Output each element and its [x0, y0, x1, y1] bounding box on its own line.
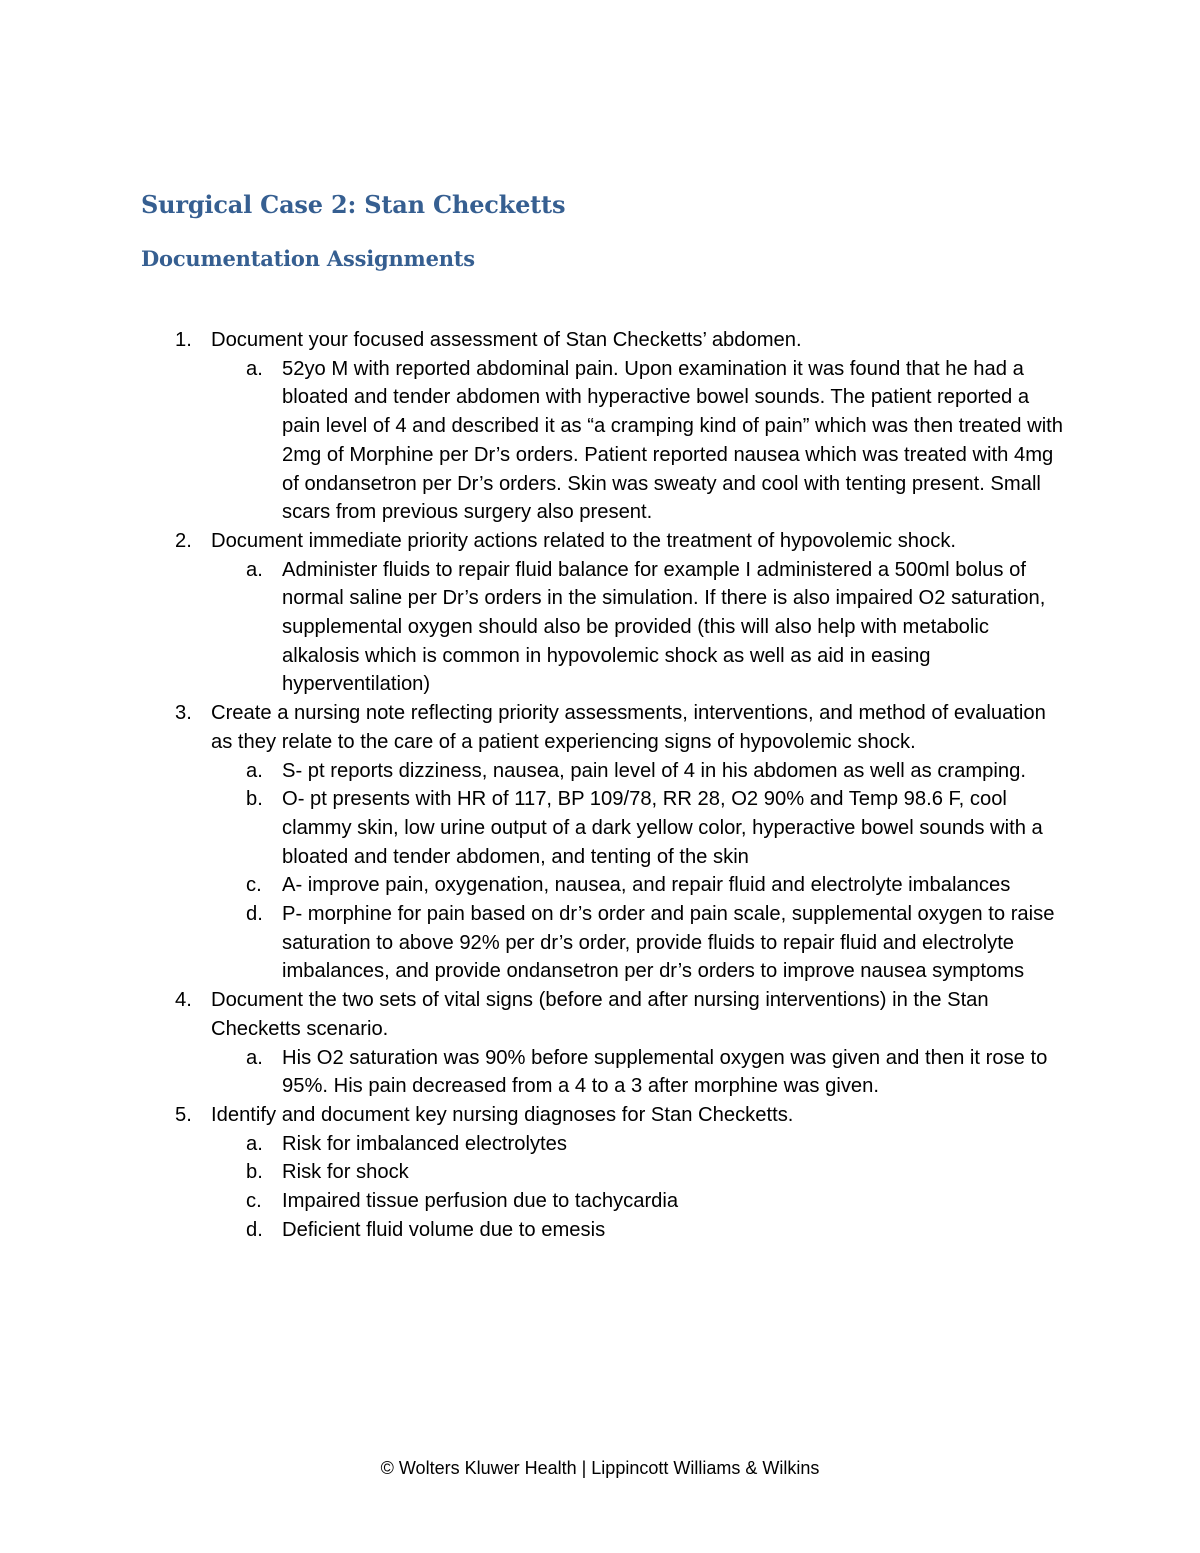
section-heading: Documentation Assignments — [141, 246, 475, 271]
sub-item-text: Risk for shock — [282, 1161, 409, 1184]
assignment-list — [0, 326, 1200, 1245]
item-text: Document immediate priority actions related to the treatment of hypovolemic shock. — [211, 529, 957, 552]
sub-list-item — [0, 757, 1066, 786]
list-item — [0, 699, 1066, 756]
item-number: 3. — [175, 702, 192, 725]
sub-item-letter: d. — [246, 1218, 263, 1241]
sub-item-letter: a. — [246, 1046, 263, 1069]
sub-list-item — [0, 355, 1066, 527]
sub-item-text: Administer fluids to repair fluid balance for example I administered a 500ml bolus of normal saline per Dr’s orders in the simulation. If there is also impaired O2 saturation, supplemental oxygen should also be provided (this will also help with metabolic alkalosis which is common in hypovolemic shock as well as aid in easing hyperventilation) — [282, 558, 1046, 696]
sub-list-item — [0, 1044, 1066, 1101]
sub-list-item — [0, 900, 1066, 986]
item-text: Document the two sets of vital signs (before and after nursing interventions) in the Stan Checketts scenario. — [211, 989, 989, 1040]
sub-list-item — [0, 1216, 1066, 1245]
sub-item-letter: c. — [246, 874, 262, 897]
list-item — [0, 326, 1066, 355]
sub-item-letter: b. — [246, 1161, 263, 1184]
sub-list-item — [0, 556, 1066, 700]
page-title: Surgical Case 2: Stan Checketts — [141, 190, 566, 219]
item-number: 1. — [175, 329, 192, 351]
list-item — [0, 527, 1066, 556]
sub-list-item — [0, 871, 1066, 900]
sub-item-letter: d. — [246, 903, 263, 926]
sub-item-letter: a. — [246, 1132, 263, 1155]
sub-item-text: Risk for imbalanced electrolytes — [282, 1132, 567, 1155]
sub-item-text: S- pt reports dizziness, nausea, pain level of 4 in his abdomen as well as cramping. — [282, 759, 1026, 782]
item-number: 5. — [175, 1103, 192, 1126]
item-text: Identify and document key nursing diagnoses for Stan Checketts. — [211, 1103, 794, 1126]
sub-item-letter: c. — [246, 1190, 262, 1213]
sub-item-text: O- pt presents with HR of 117, BP 109/78, RR 28, O2 90% and Temp 98.6 F, cool clammy skin, low urine output of a dark yellow color, hyperactive bowel sounds with a bloated and tender abdomen, and tenting of the skin — [282, 788, 1043, 868]
sub-item-letter: a. — [246, 357, 263, 380]
sub-item-text: P- morphine for pain based on dr’s order and pain scale, supplemental oxygen to raise saturation to above 92% per dr’s order, provide fluids to repair fluid and electrolyte imbalances, and provide ondansetron per dr’s orders to improve nausea symptoms — [282, 903, 1055, 983]
item-text: Create a nursing note reflecting priority assessments, interventions, and method of evaluation as they relate to the care of a patient experiencing signs of hypovolemic shock. — [211, 702, 1046, 753]
item-number: 2. — [175, 529, 192, 552]
sub-list-item — [0, 785, 1066, 871]
sub-item-text: 52yo M with reported abdominal pain. Upon examination it was found that he had a bloated and tender abdomen with hyperactive bowel sounds. The patient reported a pain level of 4 and described it as “a cramping kind of pain” which was then treated with 2mg of Morphine per Dr’s orders. Patient reported nausea which was treated with 4mg of ondansetron per Dr’s orders. Skin was sweaty and cool with tenting present. Small scars from previous surgery also present. — [282, 357, 1064, 524]
sub-item-letter: b. — [246, 788, 263, 811]
sub-item-letter: a. — [246, 759, 263, 782]
sub-item-text: Impaired tissue perfusion due to tachycardia — [282, 1190, 679, 1213]
sub-list-item — [0, 1187, 1066, 1216]
page-footer: © Wolters Kluwer Health | Lippincott Williams & Wilkins — [380, 1458, 820, 1478]
sub-list-item — [0, 1158, 1066, 1187]
sub-item-text: His O2 saturation was 90% before supplemental oxygen was given and then it rose to 95%. His pain decreased from a 4 to a 3 after morphine was given. — [282, 1046, 1048, 1098]
sub-item-text: Deficient fluid volume due to emesis — [282, 1218, 606, 1241]
sub-item-text: A- improve pain, oxygenation, nausea, and repair fluid and electrolyte imbalances — [282, 874, 1011, 897]
item-text: Document your focused assessment of Stan Checketts’ abdomen. — [211, 329, 802, 351]
item-number: 4. — [175, 989, 192, 1012]
sub-item-letter: a. — [246, 558, 263, 581]
sub-list-item — [0, 1130, 1066, 1159]
list-item — [0, 986, 1066, 1043]
list-item — [0, 1101, 1066, 1130]
